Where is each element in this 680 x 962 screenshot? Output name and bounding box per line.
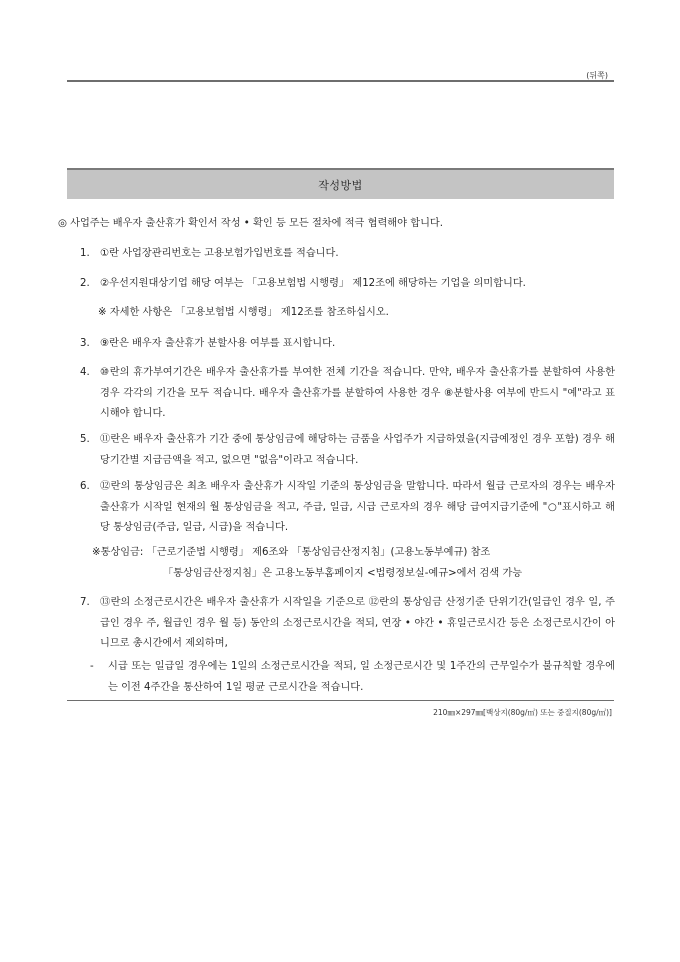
intro-paragraph: ◎ 사업주는 배우자 출산휴가 확인서 작성 • 확인 등 모든 절차에 적극 협력해야 합니다. [58, 218, 443, 229]
item-text: ①란 사업장관리번호는 고용보험가입번호를 적습니다. [100, 248, 339, 259]
paper-size-footer: 210㎜×297㎜[백상지(80g/㎡) 또는 중질지(80g/㎡)] [433, 708, 612, 717]
instruction-item-5 [80, 430, 615, 471]
item-text: ⑩란의 휴가부여기간은 배우자 출산휴가를 부여한 전체 기간을 적습니다. 만약, 배우자 출산휴가를 분할하여 사용한 경우 각각의 기간을 모두 적습니다. 배우자 출산휴가를 분할하여 사용한 경우 ⑧분할사용 여부에 반드시 "예"라고 표시해야 합니다. [100, 367, 615, 419]
instruction-item-4 [80, 363, 615, 425]
item-text: ⑫란의 통상임금은 최초 배우자 출산휴가 시작일 기준의 통상임금을 말합니다. 따라서 월급 근로자의 경우는 배우자 출산휴가 시작일 현재의 월 통상임금을 적고, 주급, 일급, 시급 근로자의 경우 해당 급여지급기준에 "○"표시하고 해당 통상임금(주급, 일급, 시급)을 적습니다. [100, 481, 615, 533]
item-2-note: ※ 자세한 사항은 「고용보험법 시행령」 제12조를 참조하십시오. [98, 307, 389, 318]
item-number: 7. [80, 597, 90, 608]
section-title: 작성방법 [318, 178, 363, 192]
item-number: 4. [80, 367, 90, 378]
instruction-item-2 [80, 274, 615, 295]
instruction-item-1 [80, 244, 615, 265]
instruction-item-7 [80, 593, 615, 655]
item-number: 2. [80, 278, 90, 289]
wage-note [92, 543, 615, 584]
instruction-item-6 [80, 477, 615, 539]
top-divider [67, 80, 614, 82]
instruction-item-3 [80, 334, 615, 355]
item-number: 1. [80, 248, 90, 259]
sub-item-text: 시급 또는 일급일 경우에는 1일의 소정근로시간을 적되, 일 소정근로시간 및 1주간의 근무일수가 불규칙할 경우에는 이전 4주간을 통산하여 1일 평균 근로시간을 적습니다. [108, 661, 615, 693]
dash-marker: - [90, 661, 94, 672]
item-text: ②우선지원대상기업 해당 여부는 「고용보험법 시행령」 제12조에 해당하는 기업을 의미합니다. [100, 278, 526, 289]
item-text: ⑪란은 배우자 출산휴가 기간 중에 통상임금에 해당하는 금품을 사업주가 지급하였을(지급예정인 경우 포함) 경우 해당기간별 지급금액을 적고, 없으면 "없음"이라고 적습니다. [100, 434, 615, 466]
item-text: ⑬란의 소정근로시간은 배우자 출산휴가 시작일을 기준으로 ⑫란의 통상임금 산정기준 단위기간(일급인 경우 일, 주급인 경우 주, 월급인 경우 월 등) 동안의 소정근로시간을 적되, 연장 • 야간 • 휴일근로시간 등은 소정근로시간이 아니므로 총시간에서 제외하며, [100, 597, 615, 649]
wage-note-line-2: 「통상임금산정지침」은 고용노동부홈페이지 <법령정보실-예규>에서 검색 가능 [163, 567, 523, 579]
item-number: 3. [80, 338, 90, 349]
item-text: ⑨란은 배우자 출산휴가 분할사용 여부를 표시합니다. [100, 338, 336, 349]
bottom-divider [67, 700, 614, 701]
item-number: 6. [80, 481, 90, 492]
item-7-sub-item [90, 657, 615, 698]
page-side-label: (뒤쪽) [586, 71, 608, 80]
section-header [67, 168, 614, 199]
wage-note-line-1: ※통상임금: 「근로기준법 시행령」 제6조와 「통상임금산정지침」(고용노동부예규) 참조 [92, 547, 491, 558]
item-number: 5. [80, 434, 90, 445]
